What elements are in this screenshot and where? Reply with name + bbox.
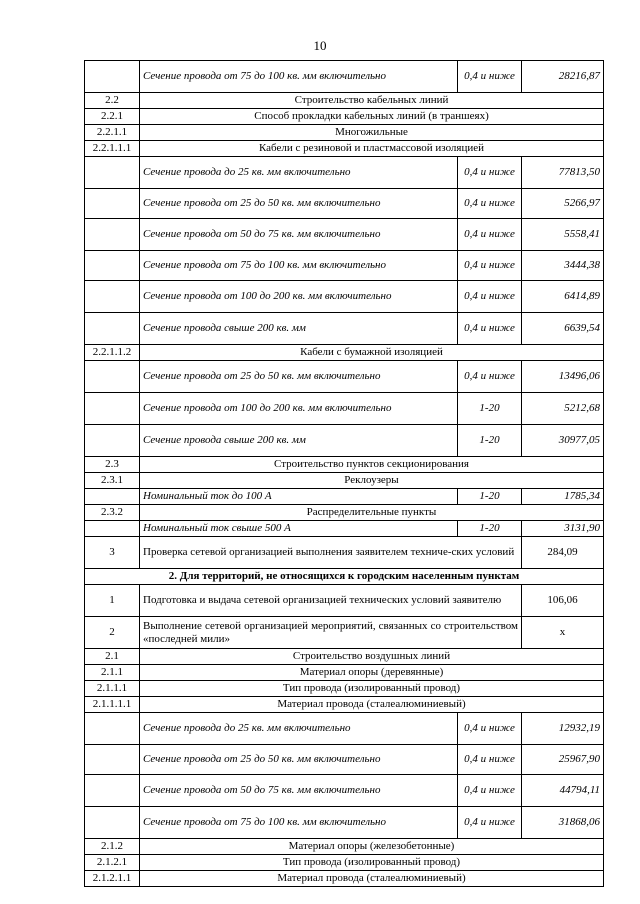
table-row	[85, 473, 604, 489]
row-value: 5266,97	[522, 189, 604, 219]
row-number	[85, 775, 140, 807]
table-row	[85, 775, 604, 807]
row-description: Подготовка и выдача сетевой организацией технических условий заявителю	[140, 585, 522, 617]
row-description: Сечение провода от 75 до 100 кв. мм включительно	[140, 807, 458, 839]
section-number: 2.3	[85, 457, 140, 473]
section-title: Материал опоры (деревянные)	[140, 665, 604, 681]
row-number	[85, 361, 140, 393]
row-number	[85, 61, 140, 93]
section-number: 2.1.2.1	[85, 855, 140, 871]
row-description: Проверка сетевой организацией выполнения заявителем техниче-ских условий	[140, 537, 522, 569]
row-voltage: 0,4 и ниже	[458, 775, 522, 807]
table-row	[85, 345, 604, 361]
table-row	[85, 505, 604, 521]
table-row	[85, 125, 604, 141]
row-number	[85, 521, 140, 537]
section-title: Материал провода (сталеалюминиевый)	[140, 871, 604, 887]
table-row	[85, 649, 604, 665]
row-description: Сечение провода от 50 до 75 кв. мм включительно	[140, 219, 458, 251]
row-number	[85, 313, 140, 345]
row-value: 284,09	[522, 537, 604, 569]
row-description: Номинальный ток свыше 500 А	[140, 521, 458, 537]
row-value: 28216,87	[522, 61, 604, 93]
row-number: 3	[85, 537, 140, 569]
row-number	[85, 425, 140, 457]
row-value: 44794,11	[522, 775, 604, 807]
row-number: 1	[85, 585, 140, 617]
table-row	[85, 425, 604, 457]
section-number: 2.2.1.1.1	[85, 141, 140, 157]
section-number: 2.2.1	[85, 109, 140, 125]
table-row	[85, 537, 604, 569]
row-value: 106,06	[522, 585, 604, 617]
table-row	[85, 251, 604, 281]
row-voltage: 1-20	[458, 489, 522, 505]
row-number	[85, 281, 140, 313]
row-voltage: 0,4 и ниже	[458, 219, 522, 251]
section-title: Распределительные пункты	[140, 505, 604, 521]
row-value: 77813,50	[522, 157, 604, 189]
section-title: Кабели с резиновой и пластмассовой изоляцией	[140, 141, 604, 157]
section-number: 2.3.1	[85, 473, 140, 489]
row-number	[85, 489, 140, 505]
row-number	[85, 807, 140, 839]
row-number: 2	[85, 617, 140, 649]
row-value: 5558,41	[522, 219, 604, 251]
section-number: 2.1.2	[85, 839, 140, 855]
table-row	[85, 585, 604, 617]
row-description: Сечение провода от 100 до 200 кв. мм включительно	[140, 281, 458, 313]
table-row	[85, 681, 604, 697]
section-number: 2.1.2.1.1	[85, 871, 140, 887]
row-value: 12932,19	[522, 713, 604, 745]
row-description: Сечение провода от 25 до 50 кв. мм включительно	[140, 361, 458, 393]
row-description: Сечение провода свыше 200 кв. мм	[140, 425, 458, 457]
table-row	[85, 745, 604, 775]
table-row	[85, 313, 604, 345]
table-row	[85, 855, 604, 871]
table-row	[85, 489, 604, 505]
row-voltage: 0,4 и ниже	[458, 281, 522, 313]
table-row	[85, 457, 604, 473]
table-row	[85, 617, 604, 649]
table-row	[85, 807, 604, 839]
section-number: 2.2	[85, 93, 140, 109]
row-number	[85, 745, 140, 775]
row-value: 1785,34	[522, 489, 604, 505]
table-row	[85, 189, 604, 219]
row-voltage: 0,4 и ниже	[458, 189, 522, 219]
row-value: 30977,05	[522, 425, 604, 457]
table-row	[85, 61, 604, 93]
row-description: Сечение провода от 100 до 200 кв. мм включительно	[140, 393, 458, 425]
row-value: x	[522, 617, 604, 649]
row-voltage: 0,4 и ниже	[458, 61, 522, 93]
section-title: Строительство кабельных линий	[140, 93, 604, 109]
row-value: 13496,06	[522, 361, 604, 393]
row-voltage: 1-20	[458, 393, 522, 425]
table-row	[85, 281, 604, 313]
table-row	[85, 361, 604, 393]
page-number: 10	[313, 38, 327, 53]
table-row	[85, 665, 604, 681]
row-voltage: 0,4 и ниже	[458, 745, 522, 775]
row-description: Сечение провода от 25 до 50 кв. мм включительно	[140, 745, 458, 775]
territory-header: 2. Для территорий, не относящихся к городским населенным пунктам	[85, 569, 604, 585]
row-voltage: 0,4 и ниже	[458, 251, 522, 281]
table-row	[85, 109, 604, 125]
row-value: 25967,90	[522, 745, 604, 775]
section-title: Тип провода (изолированный провод)	[140, 855, 604, 871]
tariff-table-body	[85, 61, 604, 887]
row-number	[85, 713, 140, 745]
row-description: Выполнение сетевой организацией мероприятий, связанных со строительством «последней мили»	[140, 617, 522, 649]
row-value: 31868,06	[522, 807, 604, 839]
section-title: Тип провода (изолированный провод)	[140, 681, 604, 697]
section-title: Строительство пунктов секционирования	[140, 457, 604, 473]
table-row	[85, 569, 604, 585]
section-title: Материал провода (сталеалюминиевый)	[140, 697, 604, 713]
row-description: Сечение провода до 25 кв. мм включительно	[140, 713, 458, 745]
row-description: Сечение провода от 50 до 75 кв. мм включительно	[140, 775, 458, 807]
row-description: Сечение провода от 25 до 50 кв. мм включительно	[140, 189, 458, 219]
table-row	[85, 141, 604, 157]
row-voltage: 0,4 и ниже	[458, 713, 522, 745]
table-row	[85, 521, 604, 537]
row-voltage: 0,4 и ниже	[458, 157, 522, 189]
row-voltage: 1-20	[458, 425, 522, 457]
row-number	[85, 157, 140, 189]
row-voltage: 0,4 и ниже	[458, 361, 522, 393]
section-title: Способ прокладки кабельных линий (в траншеях)	[140, 109, 604, 125]
row-value: 5212,68	[522, 393, 604, 425]
row-value: 3444,38	[522, 251, 604, 281]
table-row	[85, 157, 604, 189]
section-title: Материал опоры (железобетонные)	[140, 839, 604, 855]
row-voltage: 1-20	[458, 521, 522, 537]
tariff-table	[84, 60, 604, 887]
section-title: Строительство воздушных линий	[140, 649, 604, 665]
section-number: 2.1.1.1.1	[85, 697, 140, 713]
row-value: 3131,90	[522, 521, 604, 537]
section-number: 2.2.1.1	[85, 125, 140, 141]
table-row	[85, 393, 604, 425]
section-number: 2.3.2	[85, 505, 140, 521]
table-row	[85, 697, 604, 713]
table-row	[85, 839, 604, 855]
row-description: Сечение провода от 75 до 100 кв. мм включительно	[140, 251, 458, 281]
table-row	[85, 93, 604, 109]
row-value: 6414,89	[522, 281, 604, 313]
table-row	[85, 219, 604, 251]
row-number	[85, 251, 140, 281]
row-description: Номинальный ток до 100 А	[140, 489, 458, 505]
section-title: Кабели с бумажной изоляцией	[140, 345, 604, 361]
row-value: 6639,54	[522, 313, 604, 345]
row-description: Сечение провода свыше 200 кв. мм	[140, 313, 458, 345]
row-description: Сечение провода от 75 до 100 кв. мм включительно	[140, 61, 458, 93]
section-number: 2.1.1	[85, 665, 140, 681]
section-title: Многожильные	[140, 125, 604, 141]
section-number: 2.1	[85, 649, 140, 665]
row-number	[85, 219, 140, 251]
row-voltage: 0,4 и ниже	[458, 807, 522, 839]
section-title: Реклоузеры	[140, 473, 604, 489]
row-number	[85, 189, 140, 219]
row-voltage: 0,4 и ниже	[458, 313, 522, 345]
row-description: Сечение провода до 25 кв. мм включительно	[140, 157, 458, 189]
table-row	[85, 713, 604, 745]
section-number: 2.1.1.1	[85, 681, 140, 697]
section-number: 2.2.1.1.2	[85, 345, 140, 361]
row-number	[85, 393, 140, 425]
table-row	[85, 871, 604, 887]
